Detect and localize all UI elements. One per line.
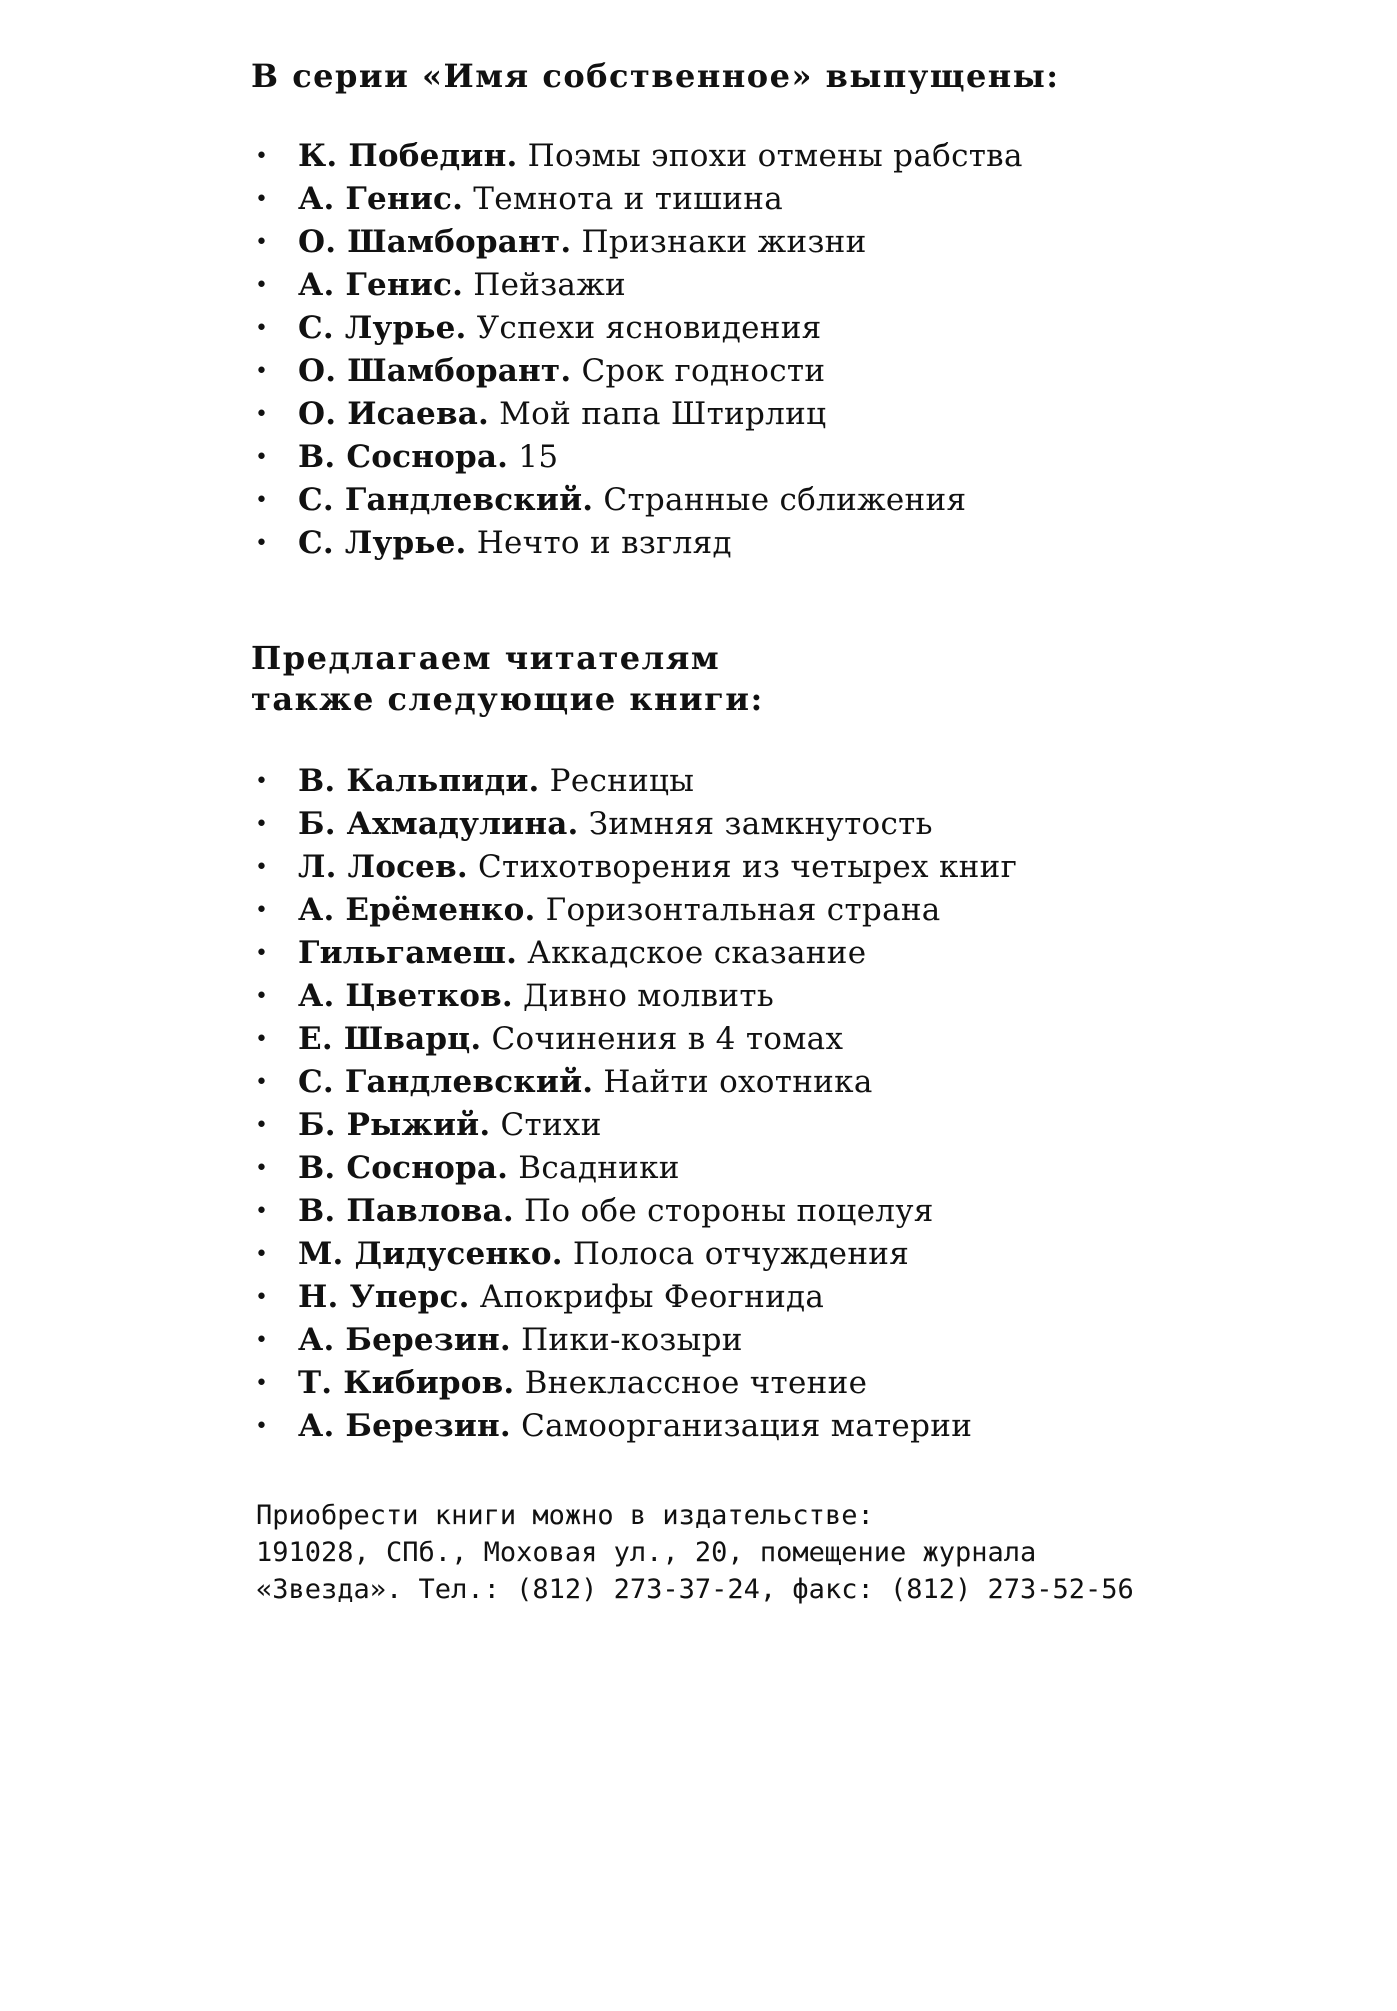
book-title: Срок годности — [581, 353, 826, 389]
book-author: Б. Ахмадулина. — [298, 806, 579, 842]
publisher-address: 191028, СПб., Моховая ул., 20, помещение журнала — [256, 1537, 1037, 1568]
book-author: А. Ерёменко. — [298, 892, 536, 928]
book-list-item — [251, 436, 1023, 479]
book-title: Всадники — [518, 1150, 680, 1186]
bullet-icon: • — [255, 1113, 269, 1138]
bullet-icon: • — [255, 445, 269, 470]
book-author: А. Цветков. — [298, 978, 513, 1014]
book-title: Внеклассное чтение — [524, 1365, 868, 1401]
book-list-item — [251, 975, 1017, 1018]
bullet-icon: • — [255, 531, 269, 556]
book-author: А. Березин. — [298, 1408, 511, 1444]
book-title: Ресницы — [549, 763, 695, 799]
book-list-item — [251, 1104, 1017, 1147]
book-list-item — [251, 1319, 1017, 1362]
book-author: С. Гандлевский. — [298, 482, 594, 518]
book-title: Поэмы эпохи отмены рабства — [527, 138, 1023, 174]
book-author: Гильгамеш. — [298, 935, 518, 971]
book-title: Пейзажи — [473, 267, 626, 303]
book-author: С. Лурье. — [298, 310, 467, 346]
bullet-icon: • — [255, 359, 269, 384]
purchase-info — [256, 1497, 1134, 1608]
book-list-item — [251, 135, 1023, 178]
book-author: О. Исаева. — [298, 396, 489, 432]
bullet-icon: • — [255, 1027, 269, 1052]
offer-heading-line-2: также следующие книги: — [251, 680, 764, 718]
book-author: О. Шамборант. — [298, 224, 572, 260]
book-title: Зимняя замкнутость — [588, 806, 933, 842]
bullet-icon: • — [255, 1156, 269, 1181]
book-author: В. Соснора. — [298, 1150, 509, 1186]
book-list-item — [251, 307, 1023, 350]
book-list-item — [251, 889, 1017, 932]
book-title: Стихи — [500, 1107, 602, 1143]
book-author: Н. Уперс. — [298, 1279, 470, 1315]
book-author: С. Гандлевский. — [298, 1064, 594, 1100]
book-title: По обе стороны поцелуя — [524, 1193, 934, 1229]
bullet-icon: • — [255, 1414, 269, 1439]
bullet-icon: • — [255, 230, 269, 255]
bullet-icon: • — [255, 316, 269, 341]
book-author: С. Лурье. — [298, 525, 467, 561]
book-author: Е. Шварц. — [298, 1021, 482, 1057]
book-list-item — [251, 393, 1023, 436]
offer-heading-line-1: Предлагаем читателям — [251, 639, 721, 677]
book-author: В. Соснора. — [298, 439, 509, 475]
book-author: Б. Рыжий. — [298, 1107, 491, 1143]
book-author: Л. Лосев. — [298, 849, 468, 885]
book-author: М. Дидусенко. — [298, 1236, 563, 1272]
publisher-contacts: «Звезда». Тел.: (812) 273-37-24, факс: (812) 273-52-56 — [256, 1574, 1134, 1605]
book-title: Успехи ясновидения — [476, 310, 822, 346]
book-title: Пики-козыри — [521, 1322, 743, 1358]
series-heading-text: В серии «Имя собственное» выпущены: — [251, 57, 1060, 95]
series-book-list — [251, 135, 1023, 565]
book-list-item — [251, 1233, 1017, 1276]
bullet-icon: • — [255, 769, 269, 794]
book-list-item — [251, 1276, 1017, 1319]
bullet-icon: • — [255, 402, 269, 427]
bullet-icon: • — [255, 1328, 269, 1353]
book-author: А. Генис. — [298, 181, 464, 217]
bullet-icon: • — [255, 898, 269, 923]
bullet-icon: • — [255, 984, 269, 1009]
purchase-info-line-1: Приобрести книги можно в издательстве: — [256, 1500, 874, 1531]
book-title: Стихотворения из четырех книг — [477, 849, 1018, 885]
bullet-icon: • — [255, 273, 269, 298]
book-title: Аккадское сказание — [527, 935, 867, 971]
book-list-item — [251, 1362, 1017, 1405]
bullet-icon: • — [255, 1285, 269, 1310]
bullet-icon: • — [255, 812, 269, 837]
book-author: О. Шамборант. — [298, 353, 572, 389]
book-list-item — [251, 1018, 1017, 1061]
bullet-icon: • — [255, 1242, 269, 1267]
bullet-icon: • — [255, 855, 269, 880]
series-heading — [251, 56, 1060, 97]
book-list-item — [251, 803, 1017, 846]
book-author: А. Генис. — [298, 267, 464, 303]
bullet-icon: • — [255, 488, 269, 513]
book-author: А. Березин. — [298, 1322, 511, 1358]
book-title: 15 — [518, 439, 559, 475]
book-list-item — [251, 1147, 1017, 1190]
book-list-item — [251, 932, 1017, 975]
book-list-item — [251, 350, 1023, 393]
book-title: Сочинения в 4 томах — [491, 1021, 844, 1057]
book-list-item — [251, 1061, 1017, 1104]
book-author: В. Кальпиди. — [298, 763, 540, 799]
book-title: Полоса отчуждения — [572, 1236, 910, 1272]
book-title: Признаки жизни — [581, 224, 867, 260]
book-list-item — [251, 264, 1023, 307]
book-title: Дивно молвить — [523, 978, 775, 1014]
bullet-icon: • — [255, 187, 269, 212]
book-list-item — [251, 479, 1023, 522]
book-list-item — [251, 221, 1023, 264]
book-title: Странные сближения — [603, 482, 967, 518]
offer-heading — [251, 638, 764, 720]
book-list-item — [251, 1405, 1017, 1448]
bullet-icon: • — [255, 1199, 269, 1224]
book-list-item — [251, 1190, 1017, 1233]
book-title: Горизонтальная страна — [545, 892, 941, 928]
bullet-icon: • — [255, 941, 269, 966]
book-title: Найти охотника — [603, 1064, 873, 1100]
bullet-icon: • — [255, 144, 269, 169]
book-author: В. Павлова. — [298, 1193, 514, 1229]
book-list-item — [251, 178, 1023, 221]
book-author: Т. Кибиров. — [298, 1365, 515, 1401]
book-list-item — [251, 760, 1017, 803]
book-title: Мой папа Штирлиц — [499, 396, 827, 432]
book-list-item — [251, 846, 1017, 889]
offer-book-list — [251, 760, 1017, 1448]
book-author: К. Победин. — [298, 138, 518, 174]
book-title: Самоорганизация материи — [521, 1408, 973, 1444]
bullet-icon: • — [255, 1371, 269, 1396]
book-title: Темнота и тишина — [473, 181, 783, 217]
book-title: Апокрифы Феогнида — [479, 1279, 825, 1315]
bullet-icon: • — [255, 1070, 269, 1095]
book-title: Нечто и взгляд — [476, 525, 732, 561]
book-list-item — [251, 522, 1023, 565]
